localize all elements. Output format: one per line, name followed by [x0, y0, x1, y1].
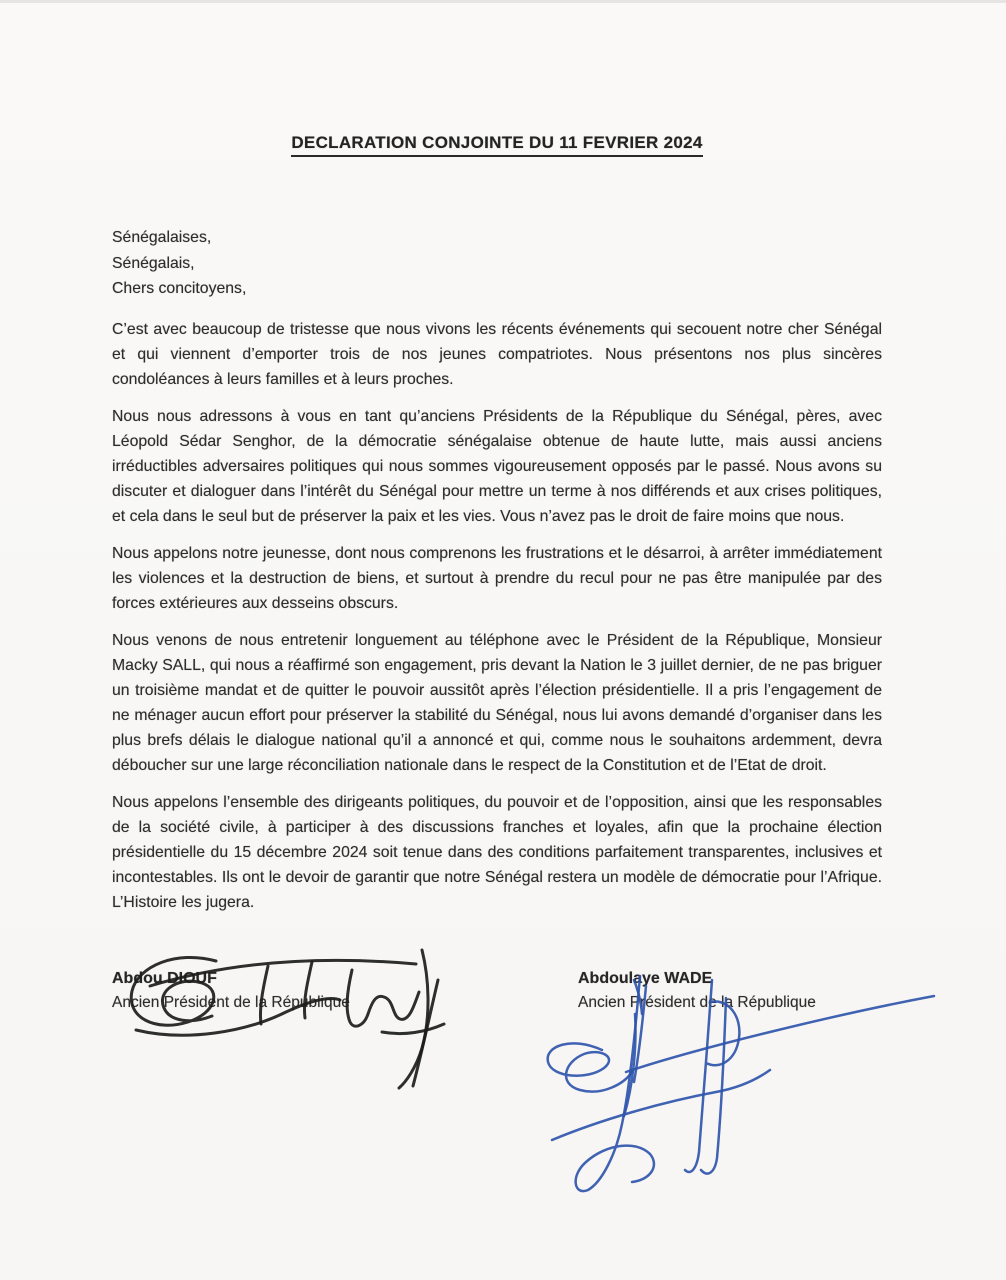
- signatory-name: Abdoulaye WADE: [578, 969, 713, 987]
- salutation-line: Chers concitoyens,: [112, 280, 247, 297]
- signature-row: [112, 967, 882, 1087]
- signatory-name: Abdou DIOUF: [112, 969, 217, 987]
- signatory-diouf-block: [112, 967, 442, 1015]
- salutation-block: [112, 225, 882, 302]
- page-title-text: DECLARATION CONJOINTE DU 11 FEVRIER 2024: [291, 133, 702, 157]
- signatory-wade-block: [578, 967, 908, 1015]
- signatory-title: Ancien Président de la République: [578, 993, 816, 1011]
- salutation-line: Sénégalais,: [112, 254, 195, 272]
- salutation-line: Sénégalaises,: [112, 229, 212, 246]
- paragraph-appeal-to-leaders: Nous appelons l’ensemble des dirigeants politiques, du pouvoir et de l’opposition, ainsi que les responsables de la société civile, à participer à des discussions franches et loyales, afin que la prochaine élection présidentielle du 15 décembre 2024 soit tenue dans des conditions parfaitement transparentes, inclusives et incontestables. Ils ont le devoir de garantir que notre Sénégal restera un modèle de démocratie pour l’Afrique. L’Histoire les jugera.: [112, 793, 882, 911]
- signatory-title: Ancien Président de la République: [112, 993, 350, 1011]
- paragraph-appeal-to-youth: Nous appelons notre jeunesse, dont nous comprenons les frustrations et le désarroi, à arrêter immédiatement les violences et la destruction de biens, et surtout à prendre du recul pour ne pas être manipulée par des forces extérieures aux desseins obscurs.: [112, 544, 882, 612]
- page-title: [112, 133, 882, 157]
- paragraph-macky-sall-call: Nous venons de nous entretenir longuement au téléphone avec le Président de la République, Monsieur Macky SALL, qui nous a réaffirmé son engagement, pris devant la Nation le 3 juillet dernier, de ne pas briguer un troisième mandat et de quitter le pouvoir aussitôt après l’élection présidentielle. Il a pris l’engagement de ne ménager aucun effort pour préserver la stabilité du Sénégal, nous lui avons demandé d’organiser dans les plus brefs délais le dialogue national qu’il a annoncé et qui, comme nous le souhaitons ardemment, devra déboucher sur une large réconciliation nationale dans le respect de la Constitution et de l’Etat de droit.: [112, 631, 882, 774]
- paragraph-condolences: C’est avec beaucoup de tristesse que nous vivons les récents événements qui secouent notre cher Sénégal et qui viennent d’emporter trois de nos jeunes compatriotes. Nous présentons nos plus sincères condoléances à leurs familles et à leurs proches.: [112, 320, 882, 388]
- paragraph-former-presidents: Nous nous adressons à vous en tant qu’anciens Présidents de la République du Sénégal, pères, avec Léopold Sédar Senghor, de la démocratie sénégalaise obtenue de haute lutte, mais aussi anciens irréductibles adversaires politiques qui nous sommes vigoureusement opposés par le passé. Nous avons su discuter et dialoguer dans l’intérêt du Sénégal pour mettre un terme à nos différends et aux crises politiques, et cela dans le seul but de préserver la paix et les vies. Vous n’avez pas le droit de faire moins que nous.: [112, 407, 882, 525]
